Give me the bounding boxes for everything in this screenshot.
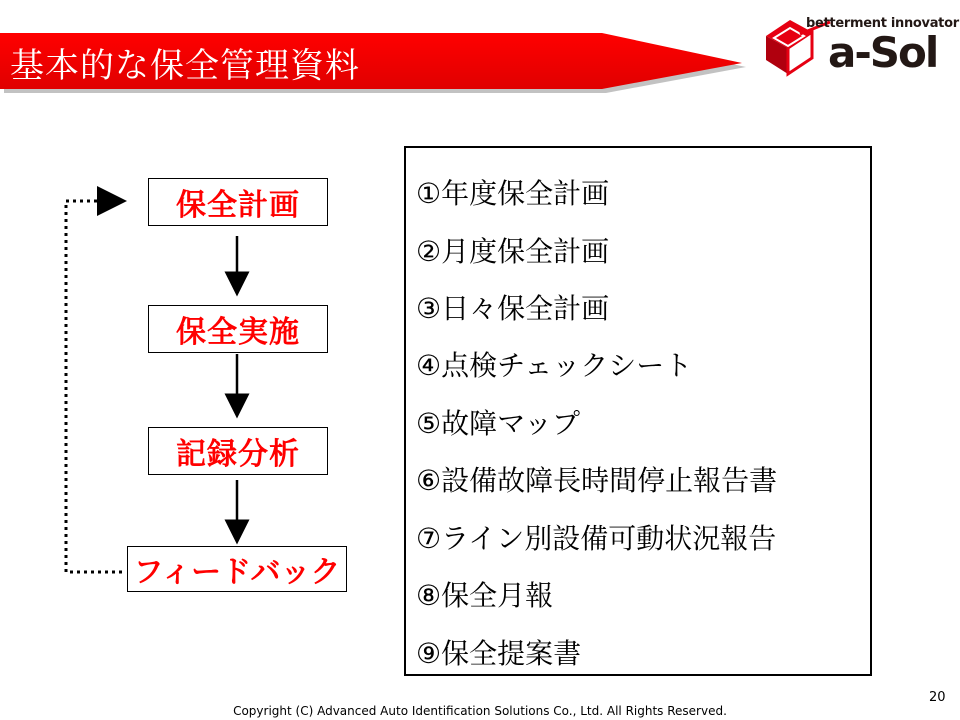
list-item: ⑥設備故障長時間停止報告書 [416, 464, 778, 497]
copyright-notice: Copyright (C) Advanced Auto Identification Solutions Co., Ltd. All Rights Reserved. [233, 704, 727, 718]
flow-step-execute: 保全実施 [148, 305, 328, 353]
logo-wordmark: a-Sol [828, 28, 938, 77]
list-item: ⑧保全月報 [416, 579, 554, 612]
flow-step-record-analysis: 記録分析 [148, 427, 328, 475]
list-item: ①年度保全計画 [416, 177, 610, 210]
list-item: ⑦ライン別設備可動状況報告 [416, 522, 777, 555]
arrow-feedback-loop [66, 201, 122, 572]
flow-step-feedback: フィードバック [127, 546, 347, 592]
page-title: 基本的な保全管理資料 [10, 46, 360, 86]
flow-connectors [0, 0, 400, 600]
flow-step-plan: 保全計画 [148, 178, 328, 226]
list-item: ③日々保全計画 [416, 292, 610, 325]
list-item: ⑤故障マップ [416, 407, 580, 440]
list-item: ②月度保全計画 [416, 235, 610, 268]
page-number: 20 [929, 690, 946, 705]
logo-tagline: betterment innovator [806, 16, 959, 31]
document-list [404, 146, 872, 676]
list-item: ⑨保全提案書 [416, 637, 582, 670]
list-item: ④点検チェックシート [416, 349, 693, 382]
